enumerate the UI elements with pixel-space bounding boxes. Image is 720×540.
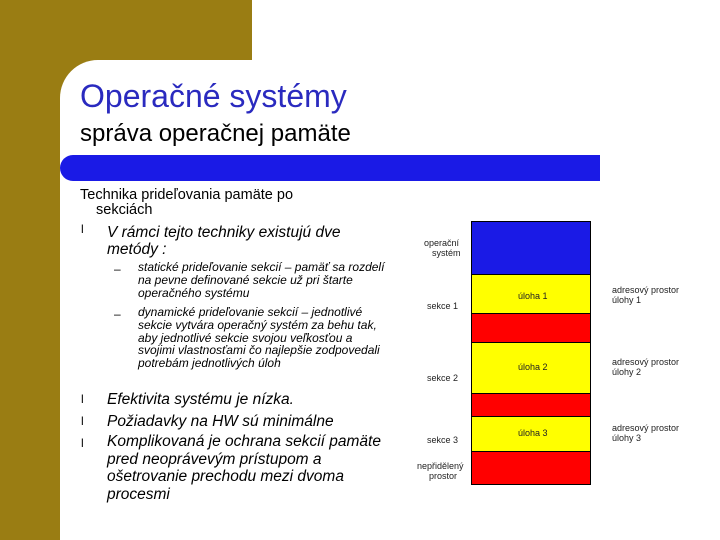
label-os-line1: operační: [424, 238, 460, 248]
bullet-marker: l: [81, 436, 84, 450]
addr3-line2: úlohy 3: [612, 433, 642, 443]
intro-line-2: sekciách: [96, 202, 153, 218]
label-task1: úloha 1: [518, 291, 548, 301]
label-task3: úloha 3: [518, 428, 548, 438]
dash-marker: –: [114, 262, 121, 276]
bullet-marker: l: [81, 392, 84, 406]
bullet-protection: Komplikovaná je ochrana sekcií pamäte pred neoprávevým prístupom a ošetrovanie prechodu mezi dvoma procesmi: [107, 433, 381, 503]
bullet-marker: l: [81, 414, 84, 428]
label-sekce1: sekce 1: [427, 301, 459, 311]
intro-line-1: Technika prideľovania pamäte po: [80, 187, 294, 203]
label-address-space-1: [612, 285, 679, 305]
dash-marker: –: [114, 307, 121, 321]
label-unallocated-line2: prostor: [429, 471, 458, 481]
bullet-methods: V rámci tejto techniky existujú dve metódy :: [107, 224, 341, 258]
memory-diagram: [405, 215, 705, 495]
dash-static-allocation: statické prideľovanie sekcií – pamäť sa rozdelí na pevne definované sekcie už pri štarte operačného systému: [138, 260, 385, 300]
addr3-line1: adresový prostor: [612, 423, 680, 433]
addr1-line1: adresový prostor: [612, 285, 680, 295]
os-block: [471, 221, 591, 275]
free-block-1: [471, 313, 591, 343]
label-address-space-3: [612, 423, 679, 443]
bullet-hw-requirements: Požiadavky na HW sú minimálne: [107, 413, 334, 430]
slide-subtitle: správa operačnej pamäte: [80, 120, 351, 147]
label-os-line2: systém: [432, 248, 461, 258]
label-task2: úloha 2: [518, 362, 548, 372]
label-address-space-2: [612, 357, 679, 377]
label-unallocated: [417, 461, 464, 481]
label-sekce2: sekce 2: [427, 373, 459, 383]
bullet-marker: l: [81, 222, 84, 236]
label-os: [424, 238, 461, 258]
label-unallocated-line1: nepřidělený: [417, 461, 464, 471]
title-divider-bar: [60, 155, 600, 181]
label-sekce3: sekce 3: [427, 435, 459, 445]
addr2-line1: adresový prostor: [612, 357, 680, 367]
addr1-line2: úlohy 1: [612, 295, 642, 305]
dash-dynamic-allocation: dynamické prideľovanie sekcií – jednotlivé sekcie vytvára operačný systém za behu tak, aby jednotlivé sekcie svojou veľkosťou a svojimi vlastnosťami čo najlepšie zodpovedali potrebám jednotlivých úloh: [138, 305, 380, 371]
intro-text: [80, 188, 380, 218]
slide-title: Operačné systémy: [80, 78, 347, 114]
addr2-line2: úlohy 2: [612, 367, 642, 377]
bullet-efficiency: Efektivita systému je nízka.: [107, 391, 294, 408]
free-block-2: [471, 393, 591, 417]
free-block-3: [471, 451, 591, 485]
